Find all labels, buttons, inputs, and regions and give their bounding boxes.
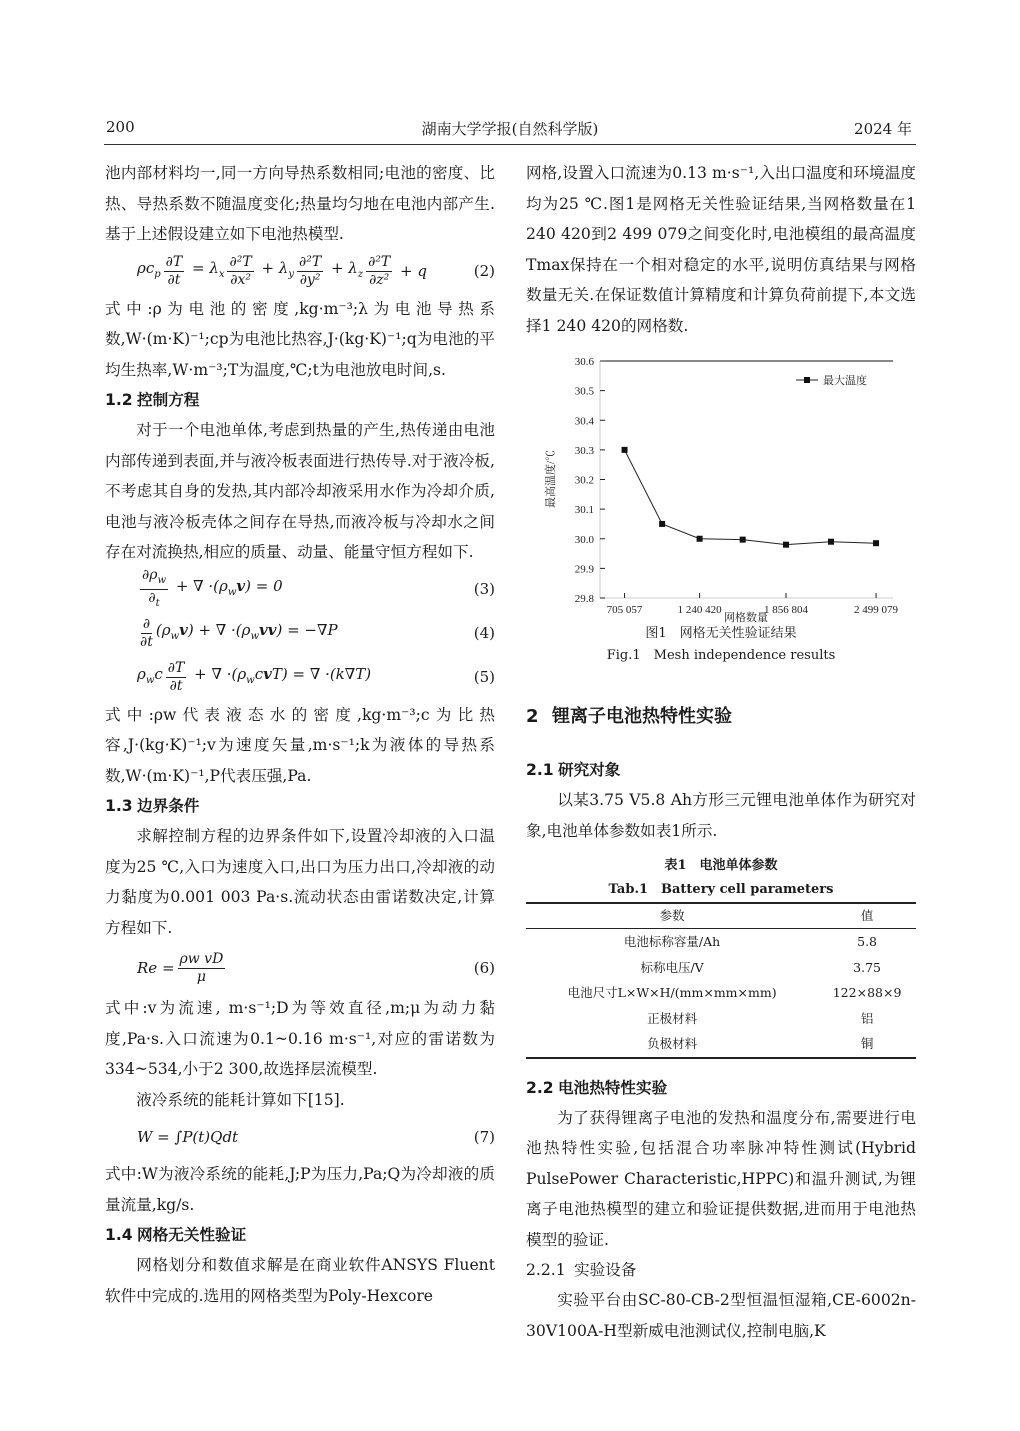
paragraph-continued: 网格,设置入口流速为0.13 m·s⁻¹,入出口温度和环境温度均为25 ℃.图1是网格无关性验证结果,当网格数量在1 240 420到2 499 079之间变化时,电池模组的最高温度Tmax保持在一个相对稳定的水平,说明仿真结果与网格数量无关.在保证数值计算精度和计算负荷前提下,本文选择1 240 420的网格数.: [526, 164, 916, 335]
table-row: 电池尺寸L×W×H/(mm×mm×mm) 122×88×9: [567, 985, 902, 1000]
section-heading-1-2: 1.2 控制方程: [105, 391, 200, 409]
issue-year: 2024 年: [854, 120, 912, 138]
equation-7: W = ∫P(t)Qdt (7): [137, 1127, 495, 1146]
page-header: [104, 114, 916, 145]
paragraph-energy: 液冷系统的能耗计算如下[15].: [136, 1090, 345, 1109]
svg-text:29.9: 29.9: [574, 563, 594, 576]
column-header: 参数: [526, 903, 818, 929]
legend: [796, 373, 867, 387]
equation-6: Re = $\frac{\text{ρw vD}}{\mu}$ (6): [137, 950, 495, 985]
figure-caption-en: Fig.1 Mesh independence results: [606, 648, 836, 663]
paragraph-1-3: 求解控制方程的边界条件如下,设置冷却液的入口温度为25 ℃,入口为速度入口,出口为压力出口,冷却液的动力黏度为0.001 003 Pa·s.流动状态由雷诺数决定,计算方程如下.: [105, 827, 495, 937]
table-row: 标称电压/V 3.75: [640, 959, 881, 975]
svg-text:30.2: 30.2: [574, 474, 594, 487]
journal-title: 湖南大学学报(自然科学版): [421, 120, 599, 138]
section-heading-2-2: 2.2 电池热特性实验: [526, 1078, 668, 1097]
section-heading-1-3: 1.3 边界条件: [105, 797, 200, 815]
y-axis-label: 最高温度/℃: [545, 449, 557, 509]
svg-text:30.5: 30.5: [574, 385, 594, 398]
table-title-en: Tab.1 Battery cell parameters: [608, 882, 834, 897]
paragraph-1-4: 网格划分和数值求解是在商业软件ANSYS Fluent软件中完成的.选用的网格类型为Poly-Hexcore: [105, 1256, 495, 1305]
section-heading-2-2-1: 2.2.1 实验设备: [526, 1261, 637, 1279]
paragraph-eq5-desc: 式中:ρw代表液态水的密度,kg·m⁻³;c为比热容,J·(kg·K)⁻¹;v为速度矢量,m·s⁻¹;k为液体的导热系数,W·(m·K)⁻¹,P代表压强,Pa.: [105, 705, 495, 785]
battery-parameters-table: [526, 902, 916, 1059]
svg-text:30.0: 30.0: [574, 533, 594, 546]
section-heading-2: 2 锂离子电池热特性实验: [526, 706, 732, 727]
svg-text:1 856 804: 1 856 804: [764, 604, 809, 616]
equation-number: (2): [473, 262, 495, 281]
svg-text:705 057: 705 057: [606, 604, 643, 616]
series-markers: [622, 447, 880, 548]
table-row: 电池标称容量/Ah 5.8: [623, 934, 878, 949]
svg-text:30.6: 30.6: [574, 356, 594, 368]
paragraph-eq6-desc: 式中:v为流速, m·s⁻¹;D为等效直径,m;μ为动力黏度,Pa·s.入口流速为0.1~0.16 m·s⁻¹,对应的雷诺数为334~534,小于2 300,故选择层流模型.: [105, 999, 495, 1078]
equation-3: $\frac{\partial\rho_w}{\partial_t}$ + ∇ $\cdot(\rho_wv) = 0$ (3): [142, 567, 495, 609]
svg-text:2 499 079: 2 499 079: [854, 604, 899, 616]
figure-caption-cn: 图1 网格无关性验证结果: [645, 626, 797, 641]
paragraph-2-1: 以某3.75 V5.8 Ah方形三元锂电池单体作为研究对象,电池单体参数如表1所示.: [526, 791, 916, 840]
section-heading-2-1: 2.1 研究对象: [526, 761, 621, 779]
right-column: [526, 158, 916, 1346]
paragraph-eq7-desc: 式中:W为液冷系统的能耗,J;P为压力,Pa;Q为冷却液的质量流量,kg/s.: [105, 1165, 495, 1214]
table-title-cn: 表1 电池单体参数: [664, 858, 778, 873]
paragraph-2-2-1: 实验平台由SC-80-CB-2型恒温恒湿箱,CE-6002n-30V100A-H型新威电池测试仪,控制电脑,K: [526, 1291, 916, 1340]
x-axis-label: 网格数量: [724, 612, 768, 623]
table-row: 正极材料 铝: [647, 1010, 874, 1026]
paragraph-intro: 池内部材料均一,同一方向导热系数相同;电池的密度、比热、导热系数不随温度变化;热量均匀地在电池内部产生.基于上述假设建立如下电池热模型.: [105, 164, 495, 243]
svg-text:最大温度: 最大温度: [823, 375, 867, 387]
equation-5: $\rho_wc$ $\frac{\partial T}{\partial t}$ + ∇ $\cdot(\rho_wcvT)$ = ∇ ·(k∇T) (5): [137, 660, 495, 694]
svg-text:30.4: 30.4: [574, 415, 594, 428]
svg-text:29.8: 29.8: [574, 593, 594, 605]
section-heading-1-4: 1.4 网格无关性验证: [105, 1226, 247, 1244]
left-column: [105, 158, 495, 1311]
equation-4: $\frac{\partial}{\partial t}$ $(\rho_wv)$ + ∇ $\cdot(\rho_wvv) = -\nabla P$ (4): [140, 616, 495, 650]
paragraph-1-2: 对于一个电池单体,考虑到热量的产生,热传递由电池内部传递到表面,并与液冷板表面进行热传导.对于液冷板,不考虑其自身的发热,其内部冷却液采用水作为冷却介质,电池与液冷板壳体之间存在导热,而液冷板与冷却水之间存在对流换热,相应的质量、动量、能量守恒方程如下.: [105, 421, 495, 561]
equation-2: $\rho c_p$ $\frac{\partial T}{\partial t}$ = $\lambda_x$ $\frac{\text{∂²T}}{\text{∂x²}}$ + $\lambda_y$ $\frac{\text{∂²T}}{\text{∂y²}}$ + $\lambda_z$ $\frac{\text{∂²T}}{\text{∂z²}}$ + q (2): [137, 254, 495, 288]
svg-text:30.1: 30.1: [574, 504, 594, 517]
svg-text:30.3: 30.3: [574, 444, 594, 457]
svg-text:1 240 420: 1 240 420: [677, 604, 722, 616]
table-row: 负极材料 铜: [526, 1031, 916, 1058]
column-header: 值: [818, 903, 916, 929]
paragraph-eq2-desc: 式中:ρ为电池的密度,kg·m⁻³;λ为电池导热系数,W·(m·K)⁻¹;cp为电池比热容,J·(kg·K)⁻¹;q为电池的平均生热率,W·m⁻³;T为温度,℃;t为电池放电时间,s.: [105, 299, 495, 379]
line-chart: [526, 353, 916, 623]
paragraph-2-2: 为了获得锂离子电池的发热和温度分布,需要进行电池热特性实验,包括混合功率脉冲特性测试(Hybrid PulsePower Characteristic,HPPC)和温升测试,为锂离子电池热模型的建立和验证提供数据,进而用于电池热模型的验证.: [526, 1108, 916, 1249]
page-number: 200: [106, 118, 135, 136]
figure-1-chart: [526, 353, 916, 623]
series-line: [625, 450, 877, 545]
